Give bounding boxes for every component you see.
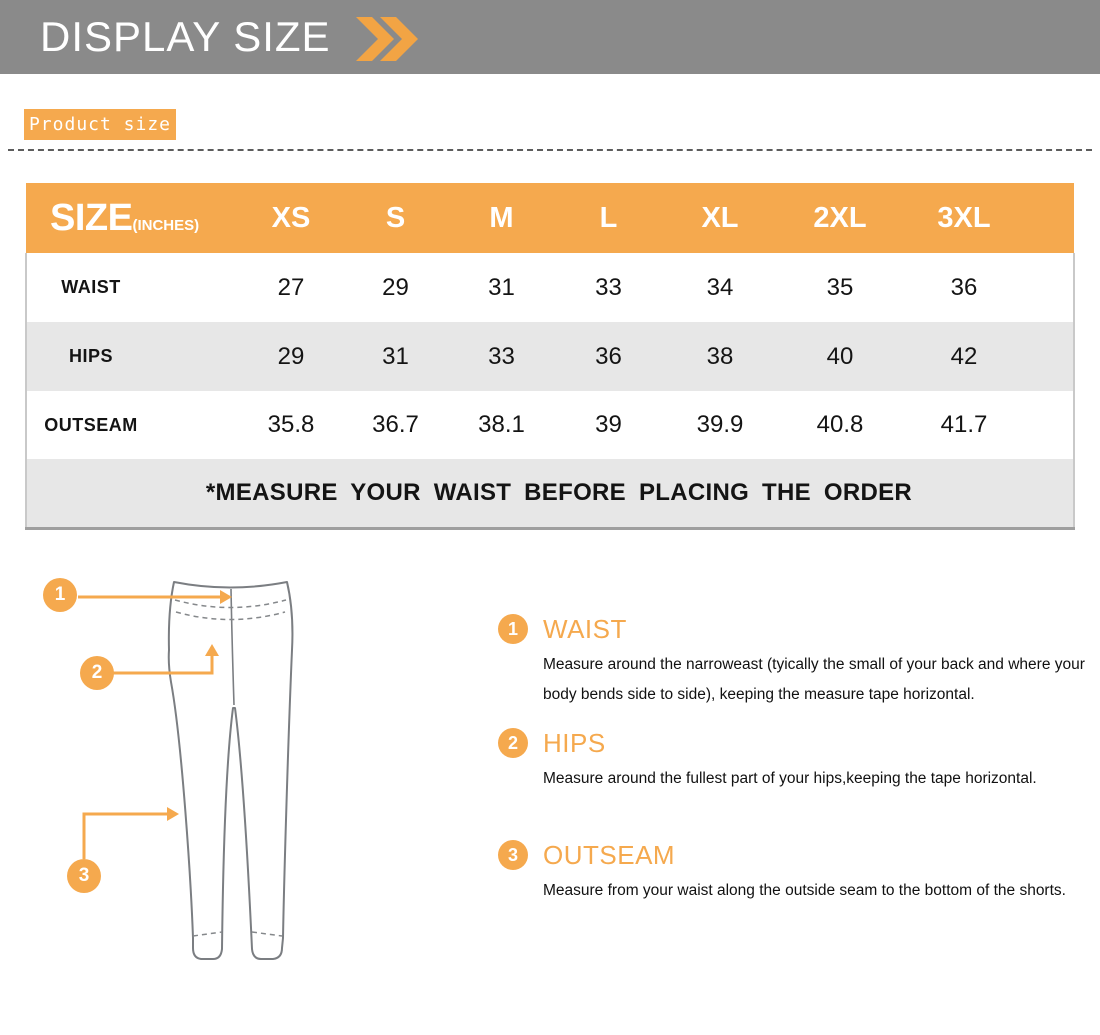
legend-desc-waist: Measure around the narroweast (tyically the small of your back and where your body bends side to side), keeping the measure tape horizontal. — [543, 656, 1085, 703]
legend-title-outseam: OUTSEAM — [543, 840, 676, 870]
hips-l: 36 — [555, 322, 662, 391]
page-title: DISPLAY SIZE — [40, 13, 331, 60]
legend-desc-hips: Measure around the fullest part of your hips,keeping the tape horizontal. — [543, 770, 1037, 787]
size-header-cell — [26, 183, 239, 253]
col-header-spacer — [1026, 183, 1074, 253]
size-header-label: SIZE — [50, 196, 133, 239]
row-spacer — [1026, 322, 1074, 391]
hips-3xl: 42 — [902, 322, 1026, 391]
col-header-xl: XL — [662, 183, 778, 253]
waist-3xl: 36 — [950, 273, 978, 301]
dashed-divider — [8, 149, 1092, 151]
waist-2xl: 35 — [826, 273, 854, 301]
size-chart-table — [25, 183, 1075, 530]
outseam-l: 39 — [595, 411, 622, 438]
hips-xs: 29 — [239, 322, 343, 391]
row-label-outseam: OUTSEAM — [26, 391, 239, 459]
col-header-s: S — [343, 183, 448, 253]
display-size-banner — [0, 0, 1100, 74]
legend-title-hips: HIPS — [543, 728, 606, 758]
legend-desc-outseam: Measure from your waist along the outside seam to the bottom of the shorts. — [543, 882, 1066, 899]
col-header-l: L — [555, 183, 662, 253]
double-chevron-icon — [355, 16, 421, 62]
diagram-callout-2: 2 — [80, 656, 114, 690]
row-label-hips: HIPS — [26, 322, 239, 391]
legend-item-waist — [498, 612, 1100, 710]
legend-title-waist: WAIST — [543, 614, 627, 644]
outseam-xl: 39.9 — [696, 411, 744, 438]
waist-xl: 34 — [706, 273, 734, 301]
col-header-m: M — [448, 183, 555, 253]
legend-number-2: 2 — [498, 728, 528, 758]
legend-number-1: 1 — [498, 614, 528, 644]
measure-note: *MEASURE YOUR WAIST BEFORE PLACING THE ORDER — [26, 459, 1074, 528]
col-header-3xl: 3XL — [902, 183, 1026, 253]
diagram-callout-1: 1 — [43, 578, 77, 612]
table-header-row — [26, 183, 1074, 253]
waist-xs: 27 — [277, 273, 305, 301]
hips-xl: 38 — [662, 322, 778, 391]
outseam-xs: 35.8 — [267, 411, 315, 438]
outseam-2xl: 40.8 — [816, 411, 864, 438]
table-note-row — [26, 459, 1074, 528]
outseam-s: 36.7 — [372, 411, 419, 438]
outseam-3xl: 41.7 — [940, 411, 988, 438]
row-label-waist: WAIST — [26, 253, 239, 322]
outseam-m: 38.1 — [478, 411, 525, 438]
leggings-diagram — [160, 572, 310, 972]
legend-number-3: 3 — [498, 840, 528, 870]
col-header-2xl: 2XL — [778, 183, 902, 253]
table-row-waist — [26, 253, 1074, 322]
waist-m: 31 — [488, 273, 515, 301]
product-size-tag: Product size — [24, 109, 176, 140]
waist-s: 29 — [382, 273, 409, 301]
legend-item-hips — [498, 726, 1100, 794]
legend-item-outseam — [498, 838, 1100, 906]
diagram-callout-3: 3 — [67, 859, 101, 893]
col-header-xs: XS — [239, 183, 343, 253]
hips-m: 33 — [448, 322, 555, 391]
waist-l: 33 — [595, 273, 622, 301]
table-row-hips — [26, 322, 1074, 391]
size-header-unit: (INCHES) — [132, 216, 200, 234]
hips-s: 31 — [343, 322, 448, 391]
row-spacer — [1026, 253, 1074, 322]
table-row-outseam — [26, 391, 1074, 459]
row-spacer — [1026, 391, 1074, 459]
hips-2xl: 40 — [778, 322, 902, 391]
